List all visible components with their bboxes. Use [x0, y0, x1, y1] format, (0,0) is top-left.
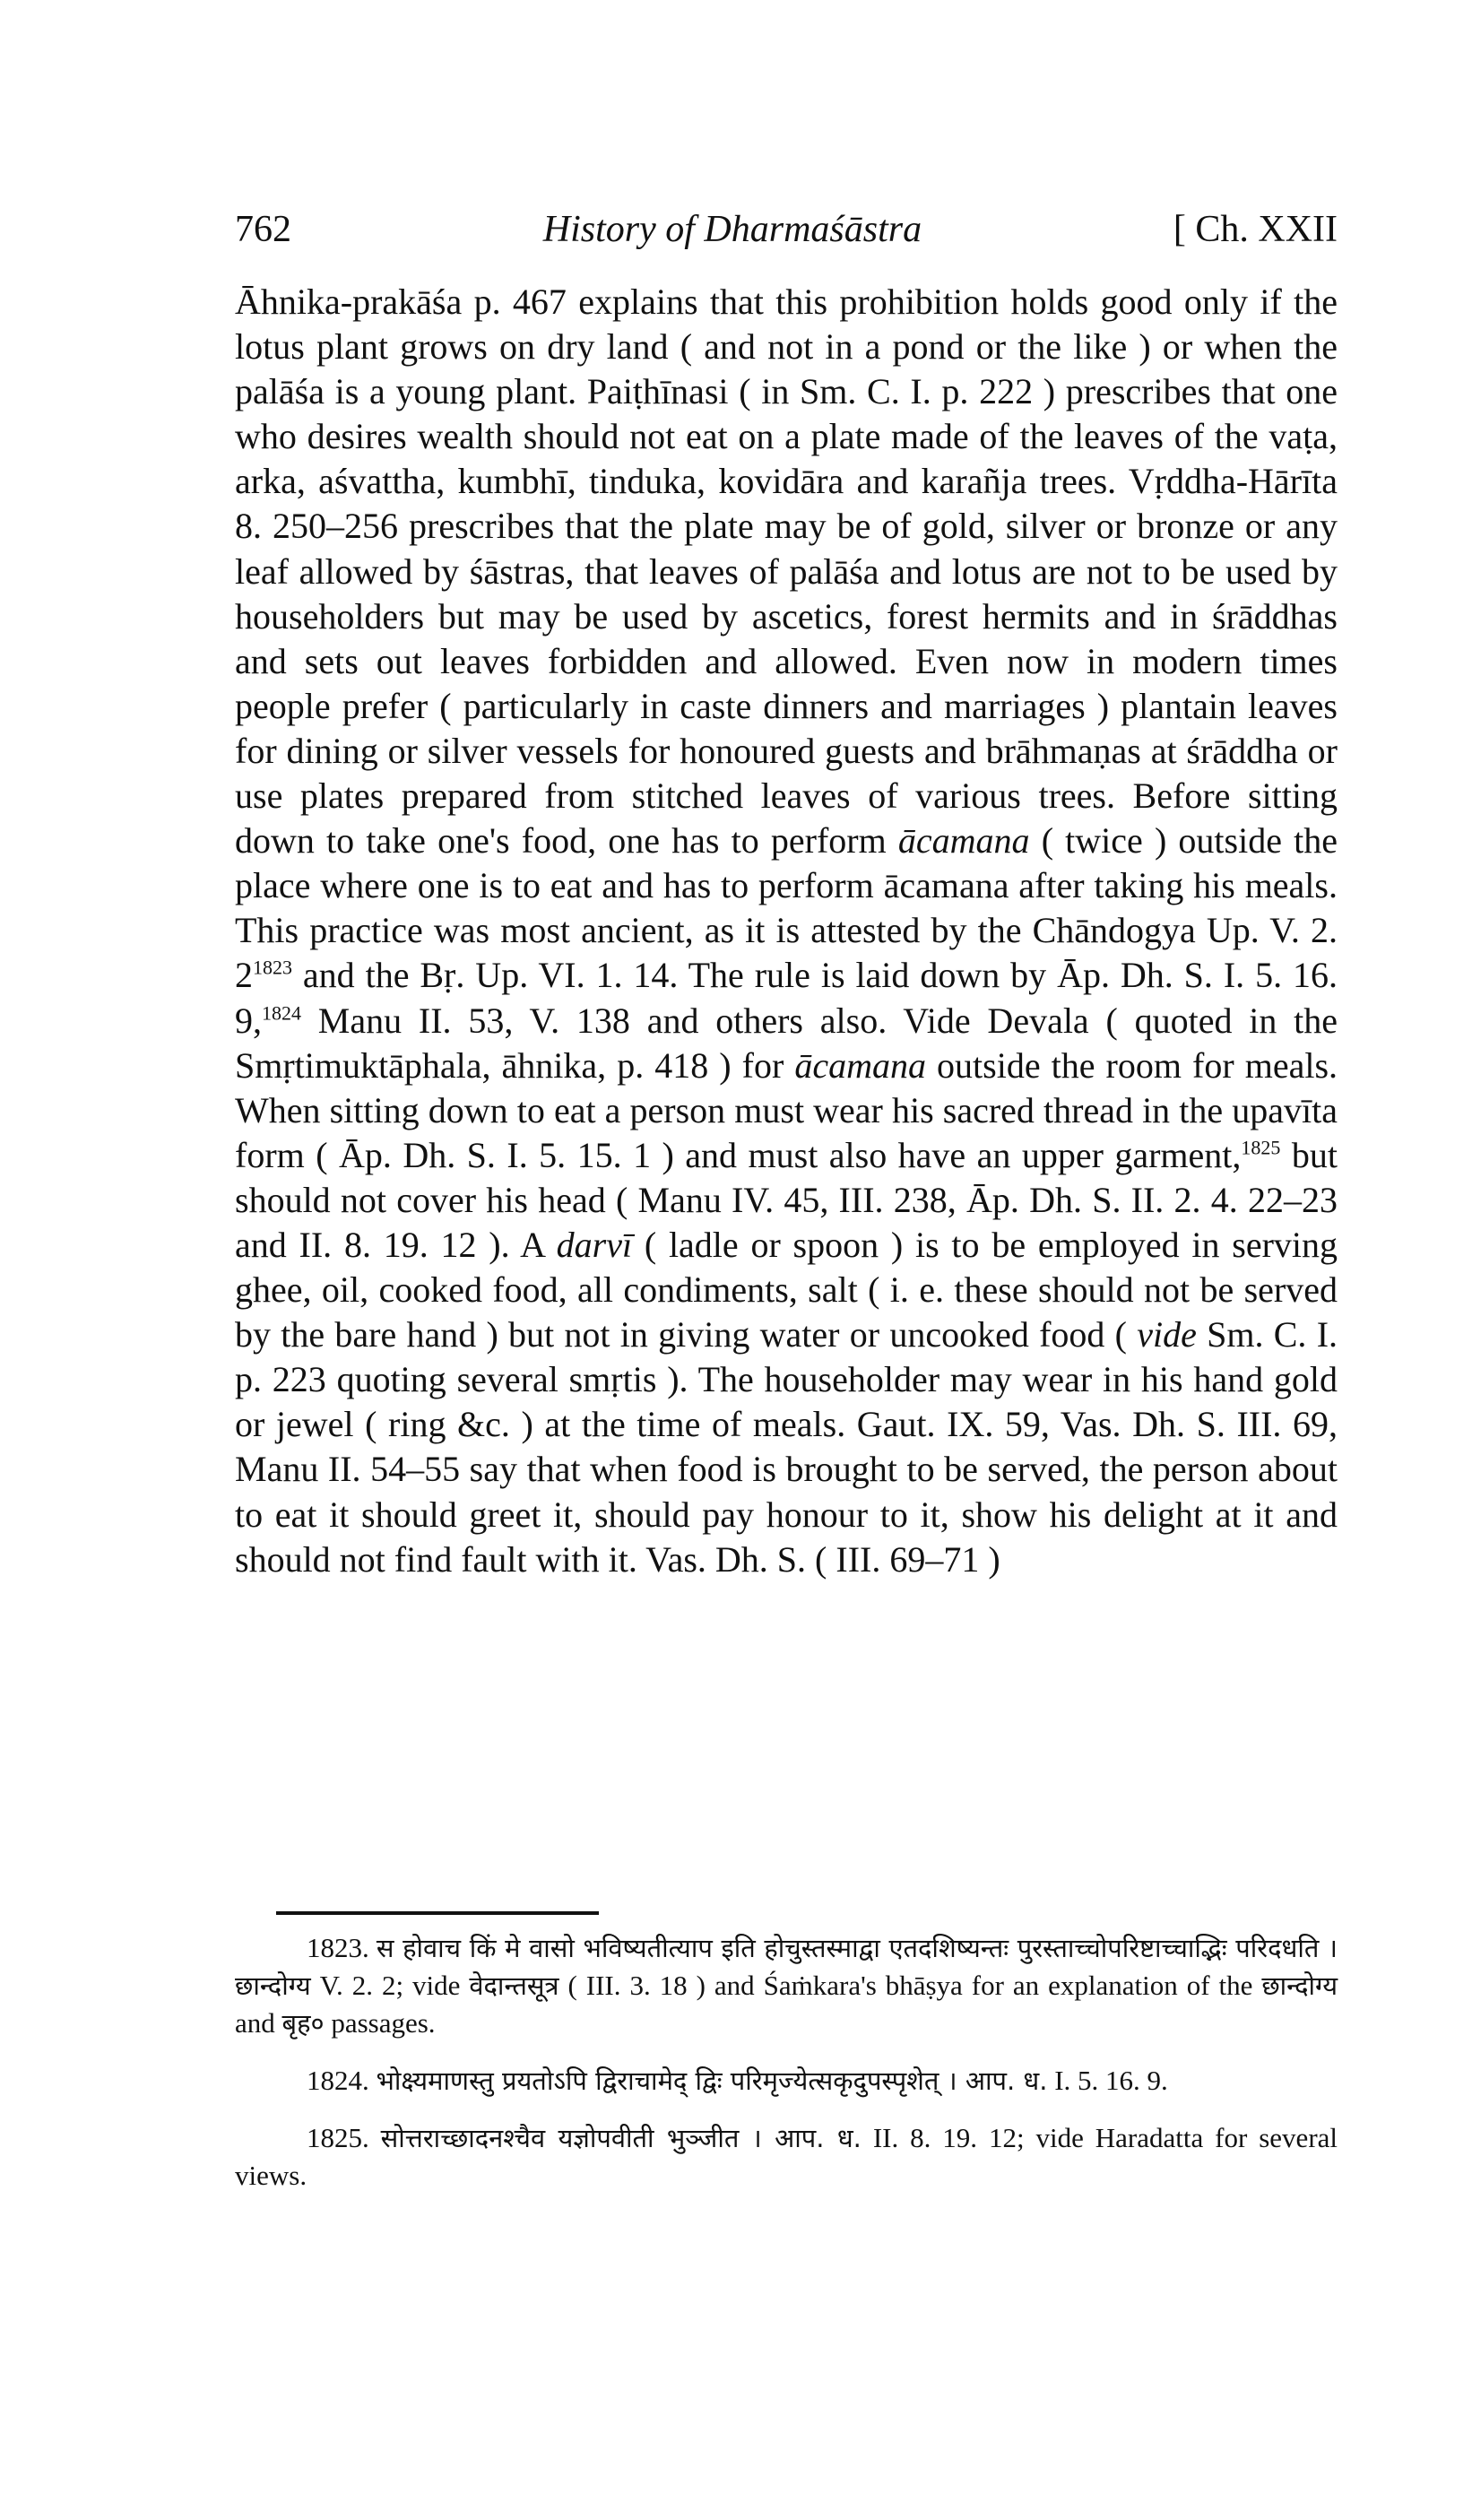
running-title: History of Dharmaśāstra: [542, 209, 922, 250]
main-text: [235, 280, 1338, 1582]
footnote-ref-1823[interactable]: 1823: [253, 957, 292, 980]
text-run: outside the room for meals. When sitting down to eat a person must wear his sacred thread in the upavīta form ( Āp. Dh. S. I. 5. 15. 1 ) and must also have an upper garment,: [235, 1044, 1338, 1175]
footnote-ref-1824[interactable]: 1824: [262, 1001, 301, 1025]
text-run: Āhnika-prakāśa p. 467 explains that this prohibition holds good only if the lotus plant grows on dry land ( and not in a pond or the like ) or when the palāśa is a young plant. Paiṭhīnasi ( in Sm. C. I. p. 222 ) prescribes that one who desires wealth should not eat on a plate made of the leaves of the vaṭa, arka, aśvattha, kumbhī, tinduka, kovidāra and karañja trees. Vṛddha-Hārīta 8. 250–256 prescribes that the plate may be of gold, silver or bronze or any leaf allowed by śāstras, that leaves of palāśa and lotus are not to be used by householders but may be used by ascetics, forest hermits and in śrāddhas and sets out leaves forbidden and allowed. Even now in modern times people prefer ( particularly in caste dinners and marriages ) plantain leaves for dining or silver vessels for honoured guests and brāhmaṇas at śrāddha or use plates prepared from stitched leaves of various trees. Before sitting down to take one's food, one has to perform: [235, 281, 1338, 862]
devanagari-text: छान्दोग्य: [1261, 1970, 1338, 2001]
text-run: Manu II. 53, V. 138 and others also. Vide Devala ( quoted in the Smṛtimuktāphala, āhnika, p. 418 ) for: [235, 1000, 1338, 1086]
text-run: ( ladle or spoon ) is to be employed in serving ghee, oil, cooked food, all condiments, salt ( i. e. these should not be served by the bare hand ) but not in giving water or uncooked food (: [235, 1224, 1338, 1355]
footnote-text: II. 8. 19. 12; vide Haradatta for several views.: [235, 2122, 1338, 2191]
devanagari-text: वेदान्तसूत्र: [469, 1970, 559, 2001]
footnote-1824: [235, 2062, 1338, 2100]
footnotes: [235, 1929, 1338, 2214]
footnote-text: and: [235, 2007, 275, 2039]
footnote-1825: [235, 2119, 1338, 2195]
devanagari-text: स होवाच किं मे वासो भविष्यतीत्याप इति होचुस्तस्माद्वा एतदशिष्यन्तः पुरस्ताच्चोपरिष्टाच्चाद्भिः परिदधति । छान्दोग्य: [235, 1933, 1338, 2001]
italic-term: darvī: [556, 1224, 633, 1265]
footnote-text: V. 2. 2; vide: [319, 1970, 461, 2001]
footnote-text: I. 5. 16. 9.: [1054, 2065, 1168, 2096]
footnote-number: 1824.: [307, 2065, 369, 2096]
devanagari-text: सोत्तराच्छादनश्चैव यज्ञोपवीती भुञ्जीत । आप. ध.: [380, 2123, 862, 2153]
page-number: 762: [235, 209, 291, 250]
text-run: and the Bṛ. Up. VI. 1. 14. The rule is laid down by Āp. Dh. S. I. 5. 16. 9,: [235, 955, 1338, 1041]
italic-term: ācamana: [794, 1044, 926, 1086]
devanagari-text: भोक्ष्यमाणस्तु प्रयतोऽपि द्विराचामेद् द्विः परिमृज्येत्सकृदुपस्पृशेत् । आप. ध.: [376, 2065, 1048, 2096]
italic-term: ācamana: [897, 820, 1030, 862]
footnote-text: ( III. 3. 18 ) and Śaṁkara's bhāṣya for an explanation of the: [567, 1970, 1253, 2001]
text-run: but should not cover his head ( Manu IV. 45, III. 238, Āp. Dh. S. II. 2. 4. 22–23 and II. 8. 19. 12 ). A: [235, 1134, 1338, 1265]
footnote-number: 1825.: [307, 2122, 369, 2153]
footnote-text: passages.: [331, 2007, 436, 2039]
footnote-1823: [235, 1929, 1338, 2042]
devanagari-text: बृह०: [281, 2008, 325, 2039]
chapter-label: [ Ch. XXII: [1173, 209, 1338, 250]
footnote-ref-1825[interactable]: 1825: [1241, 1136, 1281, 1159]
footnote-divider: [276, 1911, 599, 1915]
page-header: [235, 208, 1338, 265]
text-run: Sm. C. I. p. 223 quoting several smṛtis ). The householder may wear in his hand gold or jewel ( ring &c. ) at the time of meals. Gaut. IX. 59, Vas. Dh. S. III. 69, Manu II. 54–55 say that when food is brought to be served, the person about to eat it should greet it, should pay honour to it, show his delight at it and should not find fault with it. Vas. Dh. S. ( III. 69–71 ): [235, 1314, 1338, 1580]
italic-term: vide: [1137, 1314, 1197, 1355]
body-paragraph: [235, 280, 1338, 1582]
text-run: ( twice ) outside the place where one is to eat and has to perform ācamana after taking his meals. This practice was most ancient, as it is attested by the Chāndogya Up. V. 2. 2: [235, 820, 1338, 996]
footnote-number: 1823.: [307, 1932, 369, 1963]
